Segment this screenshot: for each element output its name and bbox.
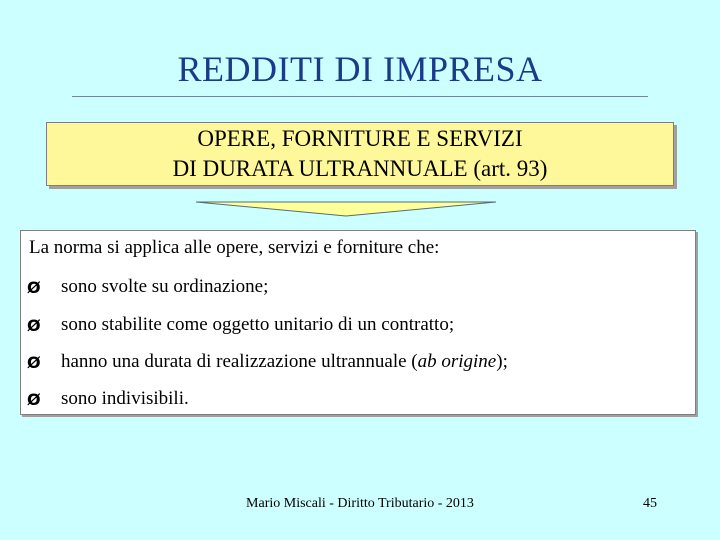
title-divider xyxy=(72,96,648,97)
arrow-bullet-icon: Ø xyxy=(27,352,41,372)
banner-line-1: OPERE, FORNITURE E SERVIZI xyxy=(197,126,523,151)
arrow-bullet-icon: Ø xyxy=(27,277,41,297)
list-item-text-end: ); xyxy=(496,351,508,372)
slide-title: REDDITI DI IMPRESA xyxy=(177,49,543,89)
list-item-text-start: hanno una durata di realizzazione ultrannuale ( xyxy=(61,351,418,372)
list-item-text: sono indivisibili. xyxy=(61,388,189,409)
list-item-text xyxy=(61,351,508,373)
page-number: 45 xyxy=(643,496,657,511)
arrow-bullet-icon: Ø xyxy=(27,315,41,335)
list-item-text: sono stabilite come oggetto unitario di un contratto; xyxy=(61,314,455,335)
list-item xyxy=(27,388,189,410)
down-arrow-icon xyxy=(196,198,496,218)
italic-phrase: ab origine xyxy=(417,351,497,372)
topic-banner xyxy=(46,122,674,186)
list-item xyxy=(27,314,454,336)
banner-line-2: DI DURATA ULTRANNUALE (art. 93) xyxy=(172,156,548,181)
list-item-text: sono svolte su ordinazione; xyxy=(61,276,269,297)
content-box xyxy=(20,230,696,415)
slide-footer: Mario Miscali - Diritto Tributario - 2013 xyxy=(246,496,474,511)
intro-text: La norma si applica alle opere, servizi e forniture che: xyxy=(29,237,440,258)
list-item xyxy=(27,351,508,373)
list-item xyxy=(27,276,268,298)
arrow-bullet-icon: Ø xyxy=(27,389,41,409)
